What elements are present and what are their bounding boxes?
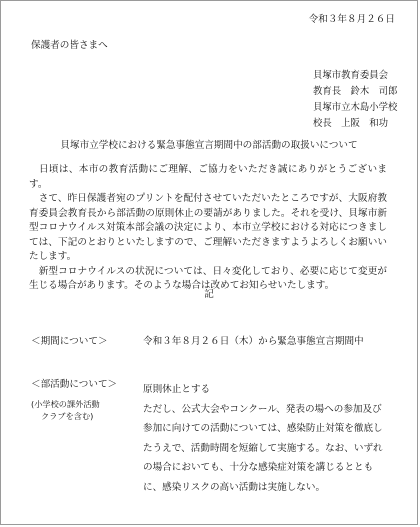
club-details — [143, 380, 391, 497]
signatory-superintendent: 教育長 鈴木 司郎 — [313, 86, 398, 97]
period-value: 令和３年８月２６日（木）から緊急事態宣言期間中 — [143, 336, 364, 347]
club-label: ＜部活動について＞ — [31, 379, 118, 390]
club-sublabel-line: クラブを含む) — [41, 411, 94, 421]
body-paragraph: さて、昨日保護者宛のプリントを配付させていただいたところですが、大阪府教育委員会教育長から部活動の原則休止の要請がありました。それを受け、貝塚市新型コロナウイルス対策本部会議の決定により、本市立学校における対応につきましては、下記のとおりといたしますので、ご理解いただきますようよろしくお願いいたします。 — [29, 193, 387, 262]
greeting: 保護者の皆さまへ — [31, 40, 108, 51]
body-paragraph: 新型コロナウイルスの状況については、日々変化しており、必要に応じて変更が生じる場合があります。そのような場合は改めてお知らせいたします。 — [29, 265, 387, 291]
period-label: ＜期間について＞ — [31, 336, 108, 347]
body-text — [29, 163, 387, 294]
club-detail-text: ただし、公式大会やコンクール、発表の場への参加及び参加に向けての活動については、感染防止対策を徹底したうえで、活動時間を短縮して実施する。なお、いずれの場合においても、十分な感染症対策を講じるとともに、感染リスクの高い活動は実施しない。 — [143, 403, 383, 493]
signatory-school: 貝塚市立木島小学校 — [313, 102, 398, 113]
club-sublabel-line: (小学校の課外活動 — [31, 399, 100, 409]
club-policy: 原則休止とする — [143, 384, 211, 395]
club-sublabel — [31, 398, 131, 422]
signatory-principal: 校長 上阪 和功 — [313, 118, 389, 129]
ki-heading: 記 — [204, 289, 214, 300]
signatory-board: 貝塚市教育委員会 — [313, 70, 389, 81]
body-paragraph: 日頃は、本市の教育活動にご理解、ご協力をいただき誠にありがとうございます。 — [29, 164, 387, 190]
document-title: 貝塚市立学校における緊急事態宣言期間中の部活動の取扱いについて — [60, 140, 358, 151]
notice-date: 令和３年８月２６日 — [308, 14, 395, 25]
